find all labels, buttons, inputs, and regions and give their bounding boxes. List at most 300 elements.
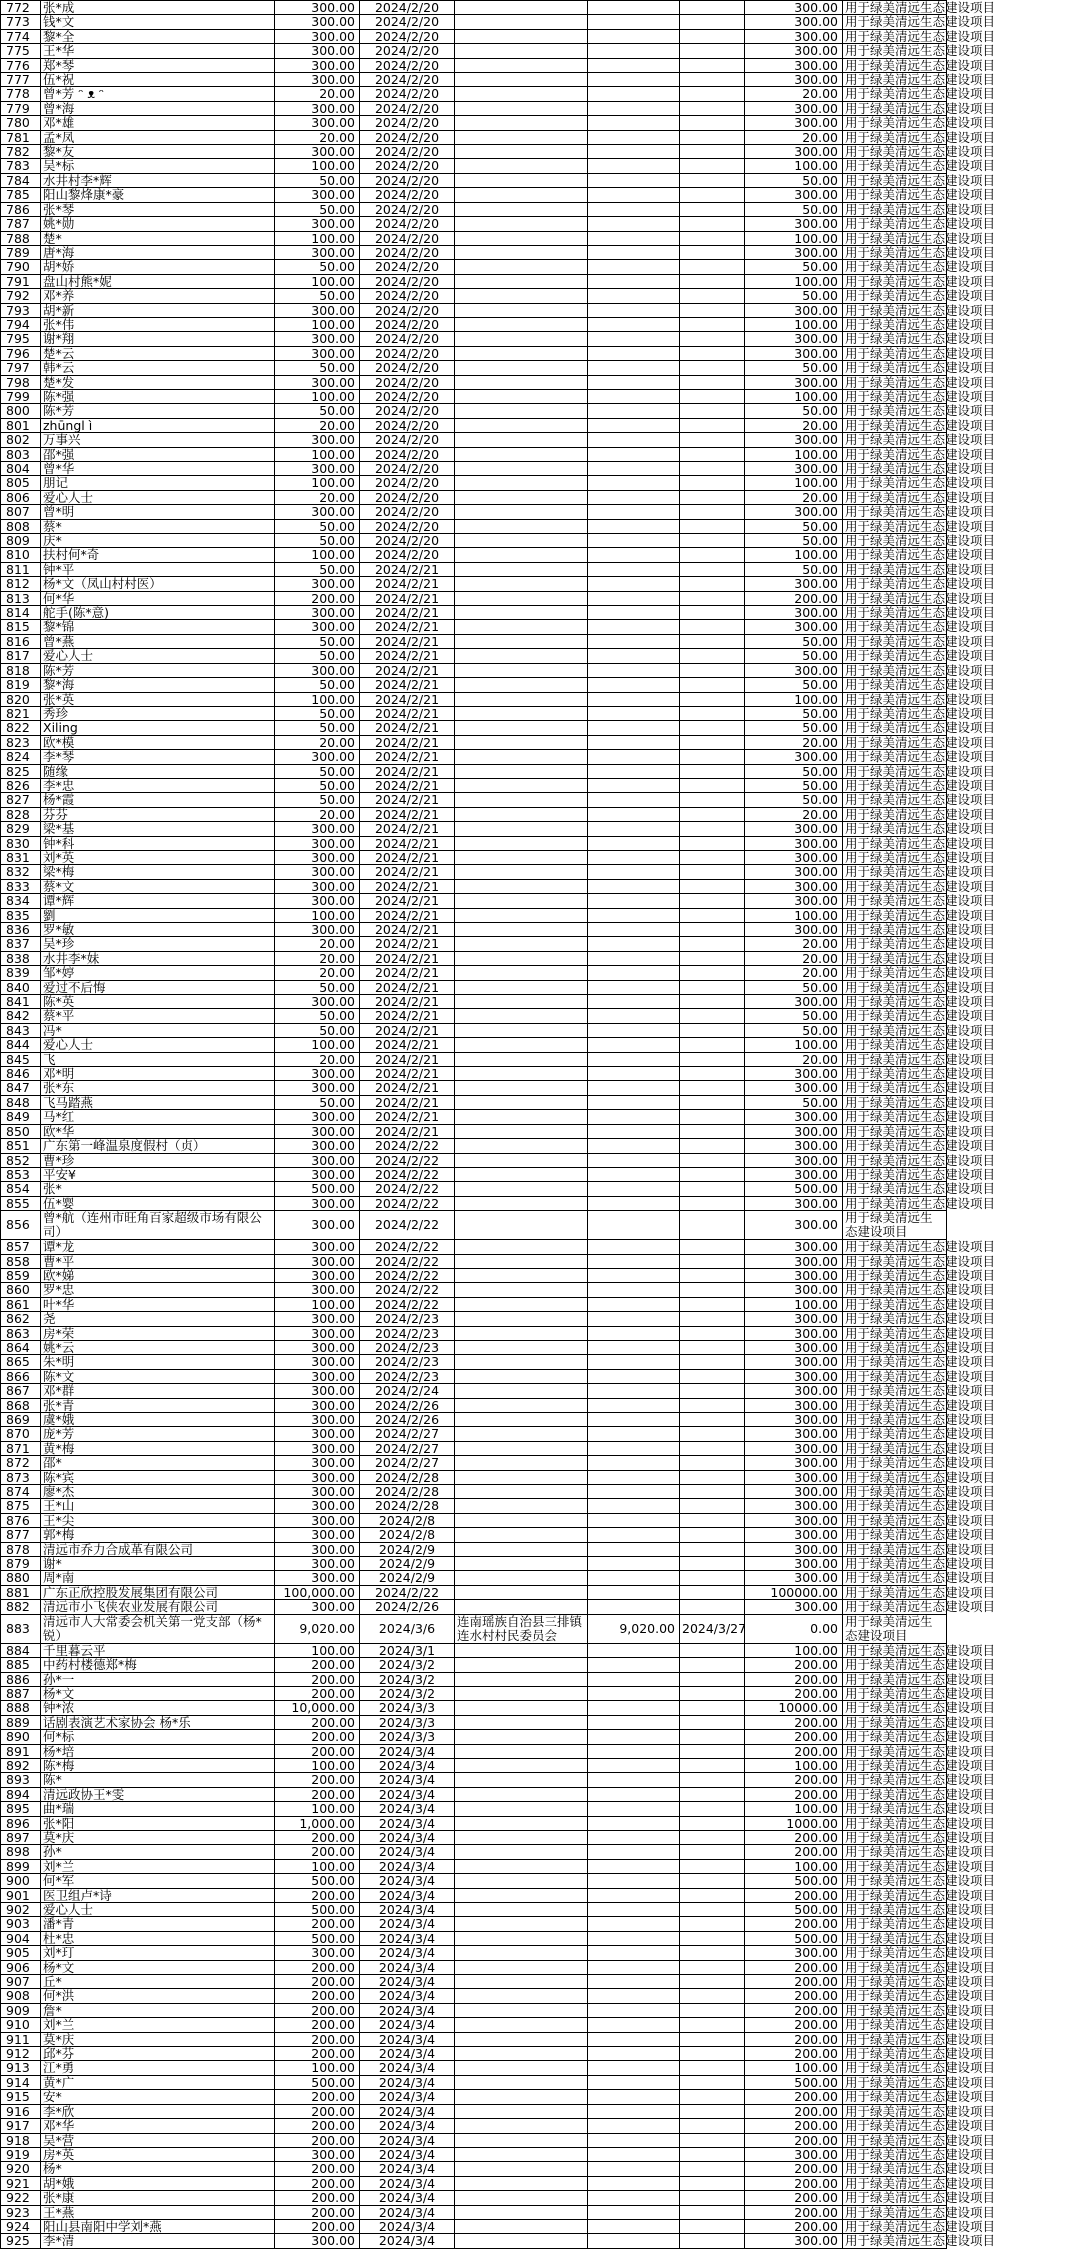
disbursed-amount-cell <box>588 202 680 216</box>
donation-date-cell: 2024/2/21 <box>360 995 455 1009</box>
purpose-cell: 用于绿美清远生态建设项目 <box>843 692 947 706</box>
recipient-cell <box>455 332 588 346</box>
row-number-cell: 832 <box>1 865 41 879</box>
donor-name-cell: 王*山 <box>41 1499 275 1513</box>
row-number-cell: 783 <box>1 159 41 173</box>
table-row <box>1 1456 947 1470</box>
recipient-cell <box>455 1758 588 1772</box>
donation-amount-cell: 300.00 <box>275 1441 360 1455</box>
disbursed-date-cell <box>680 1715 745 1729</box>
disbursed-date-cell <box>680 1124 745 1138</box>
purpose-cell: 用于绿美清远生态建设项目 <box>843 202 947 216</box>
purpose-cell: 用于绿美清远生态建设项目 <box>843 1931 947 1945</box>
donor-name-cell: 楚* <box>41 231 275 245</box>
recipient-cell <box>455 1658 588 1672</box>
row-number-cell: 776 <box>1 58 41 72</box>
disbursed-amount-cell <box>588 2147 680 2161</box>
purpose-cell: 用于绿美清远生态建设项目 <box>843 1888 947 1902</box>
row-number-cell: 816 <box>1 634 41 648</box>
balance-cell: 100.00 <box>745 1802 843 1816</box>
recipient-cell <box>455 966 588 980</box>
disbursed-amount-cell <box>588 1441 680 1455</box>
row-number-cell: 924 <box>1 2219 41 2233</box>
disbursed-date-cell <box>680 620 745 634</box>
recipient-cell <box>455 1167 588 1181</box>
row-number-cell: 872 <box>1 1456 41 1470</box>
balance-cell: 50.00 <box>745 980 843 994</box>
purpose-cell: 用于绿美清远生态建设项目 <box>843 1542 947 1556</box>
donor-name-cell: 梁*梅 <box>41 865 275 879</box>
donation-date-cell: 2024/2/20 <box>360 418 455 432</box>
row-number-cell: 907 <box>1 1975 41 1989</box>
balance-cell: 50.00 <box>745 1095 843 1109</box>
table-row <box>1 908 947 922</box>
donor-name-cell: 杨*文（凤山村村医） <box>41 577 275 591</box>
donor-name-cell: 千里暮云平 <box>41 1643 275 1657</box>
row-number-cell: 913 <box>1 2061 41 2075</box>
purpose-cell: 用于绿美清远生态建设项目 <box>843 1254 947 1268</box>
disbursed-amount-cell <box>588 1874 680 1888</box>
balance-cell: 300.00 <box>745 346 843 360</box>
disbursed-amount-cell <box>588 159 680 173</box>
recipient-cell <box>455 260 588 274</box>
row-number-cell: 915 <box>1 2090 41 2104</box>
donation-date-cell: 2024/2/23 <box>360 1326 455 1340</box>
purpose-cell: 用于绿美清远生态建设项目 <box>843 1182 947 1196</box>
purpose-cell: 用于绿美清远生态建设项目 <box>843 1643 947 1657</box>
balance-cell: 0.00 <box>745 1614 843 1643</box>
balance-cell: 300.00 <box>745 620 843 634</box>
disbursed-date-cell <box>680 231 745 245</box>
donation-amount-cell: 100.00 <box>275 1758 360 1772</box>
donation-date-cell: 2024/2/21 <box>360 764 455 778</box>
disbursed-date-cell <box>680 2061 745 2075</box>
disbursed-amount-cell <box>588 2191 680 2205</box>
purpose-cell: 用于绿美清远生态建设项目 <box>843 606 947 620</box>
recipient-cell <box>455 908 588 922</box>
purpose-cell: 用于绿美清远生态建设项目 <box>843 188 947 202</box>
disbursed-date-cell <box>680 1946 745 1960</box>
donor-name-cell: 劉 <box>41 908 275 922</box>
donor-name-cell: 广东第一峰温泉度假村（贞） <box>41 1139 275 1153</box>
donation-date-cell: 2024/3/4 <box>360 1816 455 1830</box>
row-number-cell: 850 <box>1 1124 41 1138</box>
donation-amount-cell: 200.00 <box>275 2119 360 2133</box>
disbursed-date-cell <box>680 1542 745 1556</box>
balance-cell: 50.00 <box>745 1023 843 1037</box>
donor-name-cell: 黎*友 <box>41 145 275 159</box>
disbursed-date-cell <box>680 1975 745 1989</box>
table-row <box>1 245 947 259</box>
donor-name-cell: 杨*文 <box>41 1686 275 1700</box>
table-row <box>1 1643 947 1657</box>
donation-date-cell: 2024/3/2 <box>360 1686 455 1700</box>
row-number-cell: 900 <box>1 1874 41 1888</box>
disbursed-date-cell <box>680 577 745 591</box>
donation-amount-cell: 300.00 <box>275 1513 360 1527</box>
disbursed-date-cell <box>680 778 745 792</box>
table-row <box>1 1557 947 1571</box>
donation-amount-cell: 300.00 <box>275 1528 360 1542</box>
balance-cell: 300.00 <box>745 2147 843 2161</box>
donation-amount-cell: 50.00 <box>275 534 360 548</box>
recipient-cell <box>455 1903 588 1917</box>
donation-date-cell: 2024/2/21 <box>360 678 455 692</box>
disbursed-date-cell <box>680 764 745 778</box>
row-number-cell: 863 <box>1 1326 41 1340</box>
donation-date-cell: 2024/2/21 <box>360 634 455 648</box>
donation-date-cell: 2024/2/24 <box>360 1384 455 1398</box>
balance-cell: 100.00 <box>745 274 843 288</box>
disbursed-date-cell <box>680 2047 745 2061</box>
balance-cell: 200.00 <box>745 1672 843 1686</box>
disbursed-amount-cell <box>588 217 680 231</box>
donor-name-cell: 陈*宾 <box>41 1470 275 1484</box>
purpose-cell: 用于绿美清远生态建设项目 <box>843 894 947 908</box>
recipient-cell <box>455 951 588 965</box>
donation-amount-cell: 300.00 <box>275 73 360 87</box>
donor-name-cell: 楚*发 <box>41 375 275 389</box>
recipient-cell <box>455 2147 588 2161</box>
donation-date-cell: 2024/3/4 <box>360 2191 455 2205</box>
row-number-cell: 858 <box>1 1254 41 1268</box>
donation-date-cell: 2024/2/20 <box>360 217 455 231</box>
donation-amount-cell: 300.00 <box>275 1369 360 1383</box>
disbursed-amount-cell <box>588 1643 680 1657</box>
donation-date-cell: 2024/3/4 <box>360 1917 455 1931</box>
purpose-cell: 用于绿美清远生态建设项目 <box>843 73 947 87</box>
recipient-cell <box>455 418 588 432</box>
table-row <box>1 2075 947 2089</box>
table-row <box>1 1802 947 1816</box>
disbursed-amount-cell <box>588 850 680 864</box>
donation-date-cell: 2024/2/21 <box>360 606 455 620</box>
donor-name-cell: 话剧表演艺术家协会 杨*乐 <box>41 1715 275 1729</box>
balance-cell: 300.00 <box>745 606 843 620</box>
balance-cell: 300.00 <box>745 1283 843 1297</box>
disbursed-amount-cell <box>588 735 680 749</box>
donation-date-cell: 2024/2/21 <box>360 879 455 893</box>
table-row <box>1 1254 947 1268</box>
donation-date-cell: 2024/2/20 <box>360 44 455 58</box>
balance-cell: 200.00 <box>745 1730 843 1744</box>
donation-amount-cell: 300.00 <box>275 1499 360 1513</box>
disbursed-date-cell <box>680 937 745 951</box>
recipient-cell <box>455 2219 588 2233</box>
donation-amount-cell: 50.00 <box>275 980 360 994</box>
recipient-cell <box>455 1196 588 1210</box>
balance-cell: 300.00 <box>745 375 843 389</box>
row-number-cell: 807 <box>1 505 41 519</box>
table-row <box>1 951 947 965</box>
donation-amount-cell: 300.00 <box>275 303 360 317</box>
donation-date-cell: 2024/3/4 <box>360 1960 455 1974</box>
purpose-cell: 用于绿美清远生态建设项目 <box>843 375 947 389</box>
table-row <box>1 1528 947 1542</box>
donation-date-cell: 2024/2/28 <box>360 1470 455 1484</box>
disbursed-date-cell <box>680 2147 745 2161</box>
recipient-cell <box>455 562 588 576</box>
recipient-cell <box>455 1326 588 1340</box>
donation-date-cell: 2024/2/21 <box>360 1052 455 1066</box>
row-number-cell: 884 <box>1 1643 41 1657</box>
donation-amount-cell: 100.00 <box>275 447 360 461</box>
recipient-cell <box>455 721 588 735</box>
purpose-cell: 用于绿美清远生态建设项目 <box>843 1557 947 1571</box>
donor-name-cell: 清远政协王*雯 <box>41 1787 275 1801</box>
disbursed-date-cell <box>680 130 745 144</box>
recipient-cell <box>455 346 588 360</box>
row-number-cell: 877 <box>1 1528 41 1542</box>
recipient-cell <box>455 1528 588 1542</box>
row-number-cell: 914 <box>1 2075 41 2089</box>
disbursed-amount-cell <box>588 1787 680 1801</box>
disbursed-date-cell <box>680 404 745 418</box>
purpose-cell: 用于绿美清远生态建设项目 <box>843 1153 947 1167</box>
balance-cell: 50.00 <box>745 562 843 576</box>
donor-name-cell: 李*清 <box>41 2234 275 2248</box>
donation-amount-cell: 200.00 <box>275 1787 360 1801</box>
table-row <box>1 447 947 461</box>
donation-amount-cell: 300.00 <box>275 1067 360 1081</box>
balance-cell: 200.00 <box>745 1686 843 1700</box>
donor-name-cell: 李*琴 <box>41 750 275 764</box>
donation-date-cell: 2024/2/20 <box>360 274 455 288</box>
disbursed-amount-cell <box>588 1283 680 1297</box>
balance-cell: 200.00 <box>745 2018 843 2032</box>
donor-name-cell: 姚*勋 <box>41 217 275 231</box>
disbursed-amount-cell <box>588 519 680 533</box>
donation-date-cell: 2024/2/21 <box>360 807 455 821</box>
recipient-cell <box>455 1787 588 1801</box>
purpose-cell: 用于绿美清远生态建设项目 <box>843 1196 947 1210</box>
disbursed-amount-cell <box>588 692 680 706</box>
donation-amount-cell: 200.00 <box>275 2205 360 2219</box>
table-row <box>1 1874 947 1888</box>
balance-cell: 20.00 <box>745 87 843 101</box>
row-number-cell: 826 <box>1 778 41 792</box>
donation-amount-cell: 300.00 <box>275 2147 360 2161</box>
donation-date-cell: 2024/2/21 <box>360 1067 455 1081</box>
table-row <box>1 678 947 692</box>
donation-date-cell: 2024/2/21 <box>360 620 455 634</box>
donation-date-cell: 2024/2/21 <box>360 1023 455 1037</box>
donation-date-cell: 2024/2/20 <box>360 58 455 72</box>
donation-amount-cell: 200.00 <box>275 1686 360 1700</box>
disbursed-date-cell <box>680 1283 745 1297</box>
disbursed-date-cell <box>680 1167 745 1181</box>
balance-cell: 200.00 <box>745 1888 843 1902</box>
donor-name-cell: 水井村李*辉 <box>41 173 275 187</box>
recipient-cell <box>455 1413 588 1427</box>
disbursed-date-cell <box>680 389 745 403</box>
balance-cell: 300.00 <box>745 1326 843 1340</box>
balance-cell: 300.00 <box>745 1398 843 1412</box>
balance-cell: 100.00 <box>745 908 843 922</box>
donor-name-cell: 阳山县南阳中学刘*燕 <box>41 2219 275 2233</box>
balance-cell: 300.00 <box>745 865 843 879</box>
table-row <box>1 778 947 792</box>
purpose-cell: 用于绿美清远生态建设项目 <box>843 836 947 850</box>
balance-cell: 100.00 <box>745 1859 843 1873</box>
donation-date-cell: 2024/2/9 <box>360 1542 455 1556</box>
disbursed-amount-cell <box>588 591 680 605</box>
donation-amount-cell: 50.00 <box>275 1095 360 1109</box>
disbursed-date-cell <box>680 1398 745 1412</box>
recipient-cell <box>455 317 588 331</box>
purpose-cell: 用于绿美清远生态建设项目 <box>843 15 947 29</box>
table-row <box>1 1845 947 1859</box>
recipient-cell <box>455 1701 588 1715</box>
disbursed-amount-cell <box>588 58 680 72</box>
row-number-cell: 869 <box>1 1413 41 1427</box>
donation-date-cell: 2024/2/21 <box>360 937 455 951</box>
table-row <box>1 173 947 187</box>
table-row <box>1 793 947 807</box>
recipient-cell <box>455 778 588 792</box>
recipient-cell <box>455 1643 588 1657</box>
balance-cell: 100.00 <box>745 159 843 173</box>
disbursed-amount-cell <box>588 995 680 1009</box>
disbursed-amount-cell <box>588 778 680 792</box>
donation-date-cell: 2024/2/20 <box>360 87 455 101</box>
disbursed-date-cell <box>680 1326 745 1340</box>
donation-amount-cell: 50.00 <box>275 793 360 807</box>
donation-date-cell: 2024/2/21 <box>360 850 455 864</box>
balance-cell: 300.00 <box>745 58 843 72</box>
table-row <box>1 462 947 476</box>
disbursed-amount-cell <box>588 1600 680 1614</box>
disbursed-amount-cell <box>588 649 680 663</box>
table-row <box>1 1268 947 1282</box>
table-row <box>1 2191 947 2205</box>
donor-name-cell: 随缘 <box>41 764 275 778</box>
purpose-cell: 用于绿美清远生态建设项目 <box>843 995 947 1009</box>
recipient-cell <box>455 303 588 317</box>
balance-cell: 100.00 <box>745 447 843 461</box>
disbursed-amount-cell <box>588 1571 680 1585</box>
purpose-cell: 用于绿美清远生态建设项目 <box>843 116 947 130</box>
row-number-cell: 774 <box>1 29 41 43</box>
donation-amount-cell: 300.00 <box>275 58 360 72</box>
balance-cell: 300.00 <box>745 1081 843 1095</box>
disbursed-date-cell <box>680 418 745 432</box>
purpose-cell: 用于绿美清远生态建设项目 <box>843 850 947 864</box>
recipient-cell <box>455 2018 588 2032</box>
row-number-cell: 849 <box>1 1110 41 1124</box>
disbursed-date-cell <box>680 15 745 29</box>
disbursed-date-cell <box>680 980 745 994</box>
disbursed-amount-cell <box>588 548 680 562</box>
donation-amount-cell: 300.00 <box>275 1326 360 1340</box>
disbursed-date-cell <box>680 159 745 173</box>
donation-date-cell: 2024/2/20 <box>360 490 455 504</box>
donor-name-cell: 王*燕 <box>41 2205 275 2219</box>
table-row <box>1 735 947 749</box>
donor-name-cell: 陈*芳 <box>41 404 275 418</box>
balance-cell: 300.00 <box>745 1139 843 1153</box>
recipient-cell <box>455 2047 588 2061</box>
donation-amount-cell: 200.00 <box>275 1773 360 1787</box>
donor-name-cell: 曾*航（连州市旺角百家超级市场有限公司） <box>41 1211 275 1240</box>
donation-amount-cell: 300.00 <box>275 332 360 346</box>
disbursed-amount-cell <box>588 15 680 29</box>
balance-cell: 300.00 <box>745 245 843 259</box>
purpose-cell: 用于绿美清远生态建设项目 <box>843 1787 947 1801</box>
donation-date-cell: 2024/3/4 <box>360 1787 455 1801</box>
recipient-cell <box>455 1470 588 1484</box>
donation-date-cell: 2024/2/20 <box>360 433 455 447</box>
disbursed-date-cell <box>680 490 745 504</box>
purpose-cell: 用于绿美清远生态建设项目 <box>843 389 947 403</box>
table-row <box>1 1585 947 1599</box>
purpose-cell: 用于绿美清远生态建设项目 <box>843 966 947 980</box>
purpose-cell: 用于绿美清远生态建设项目 <box>843 951 947 965</box>
donor-name-cell: 马*红 <box>41 1110 275 1124</box>
donor-name-cell: 杜*忠 <box>41 1931 275 1945</box>
disbursed-amount-cell <box>588 2090 680 2104</box>
disbursed-amount-cell <box>588 1658 680 1672</box>
recipient-cell <box>455 735 588 749</box>
purpose-cell: 用于绿美清远生态建设项目 <box>843 490 947 504</box>
recipient-cell <box>455 1139 588 1153</box>
row-number-cell: 854 <box>1 1182 41 1196</box>
table-row <box>1 2205 947 2219</box>
balance-cell: 300.00 <box>745 303 843 317</box>
disbursed-amount-cell <box>588 923 680 937</box>
row-number-cell: 891 <box>1 1744 41 1758</box>
donation-amount-cell: 50.00 <box>275 519 360 533</box>
balance-cell: 50.00 <box>745 634 843 648</box>
recipient-cell <box>455 2205 588 2219</box>
disbursed-date-cell <box>680 1023 745 1037</box>
purpose-cell: 用于绿美清远生态建设项目 <box>843 361 947 375</box>
disbursed-date-cell <box>680 1384 745 1398</box>
recipient-cell <box>455 58 588 72</box>
purpose-cell: 用于绿美清远生态建设项目 <box>843 1124 947 1138</box>
disbursed-amount-cell <box>588 490 680 504</box>
donor-name-cell: 王*尖 <box>41 1513 275 1527</box>
row-number-cell: 846 <box>1 1067 41 1081</box>
donation-amount-cell: 200.00 <box>275 2104 360 2118</box>
disbursed-amount-cell <box>588 1081 680 1095</box>
donation-date-cell: 2024/2/21 <box>360 908 455 922</box>
donor-name-cell: 钟*浓 <box>41 1701 275 1715</box>
disbursed-amount-cell <box>588 1730 680 1744</box>
balance-cell: 300.00 <box>745 1211 843 1240</box>
recipient-cell <box>455 1398 588 1412</box>
donor-name-cell: 曾*明 <box>41 505 275 519</box>
table-row <box>1 202 947 216</box>
disbursed-date-cell <box>680 1989 745 2003</box>
balance-cell: 300.00 <box>745 1557 843 1571</box>
balance-cell: 300.00 <box>745 1 843 15</box>
balance-cell: 300.00 <box>745 44 843 58</box>
row-number-cell: 829 <box>1 822 41 836</box>
donation-date-cell: 2024/2/20 <box>360 375 455 389</box>
recipient-cell <box>455 1182 588 1196</box>
donation-date-cell: 2024/3/4 <box>360 1845 455 1859</box>
table-row <box>1 1773 947 1787</box>
purpose-cell: 用于绿美清远生态建设项目 <box>843 2119 947 2133</box>
donation-date-cell: 2024/2/20 <box>360 505 455 519</box>
disbursed-amount-cell <box>588 1456 680 1470</box>
purpose-cell: 用于绿美清远生态建设项目 <box>843 1340 947 1354</box>
table-row <box>1 894 947 908</box>
row-number-cell: 918 <box>1 2133 41 2147</box>
recipient-cell <box>455 577 588 591</box>
donation-amount-cell: 300.00 <box>275 1139 360 1153</box>
